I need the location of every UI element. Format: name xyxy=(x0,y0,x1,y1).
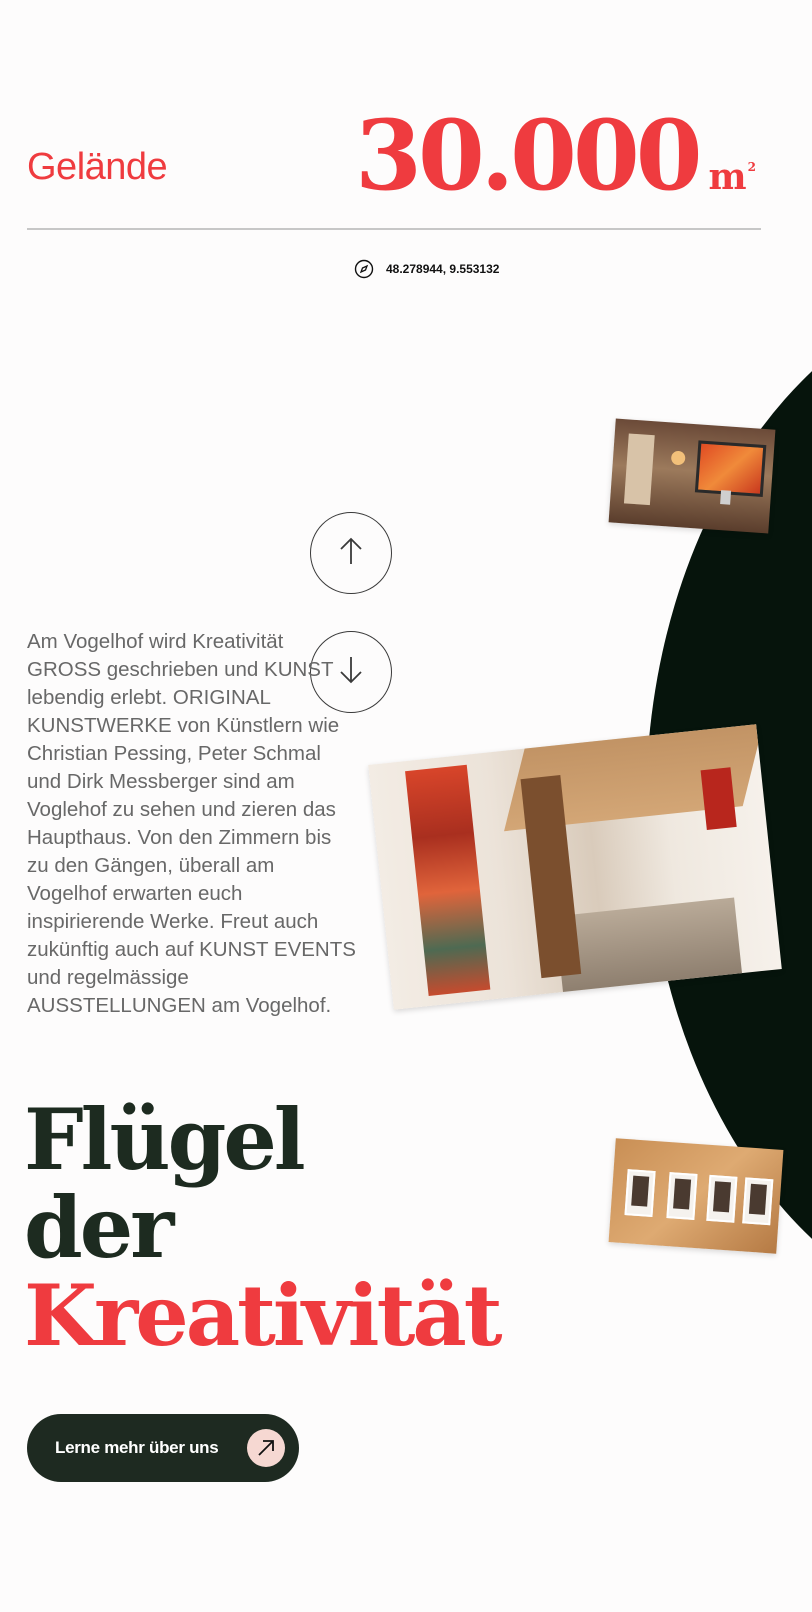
gallery-photo-portraits xyxy=(609,1138,784,1253)
photo-detail xyxy=(706,1175,737,1223)
photo-detail xyxy=(624,433,655,505)
body-text: Am Vogelhof wird Kreativität GROSS geschrieben und KUNST lebendig erlebt. ORIGINAL KUNSTWERKE von Künstlern wie Christian Pessing, Peter Schmal und Dirk Messberger sind am Voglehof zu sehen und zieren das Haupthaus. Von den Zimmern bis zu den Gängen, überall am Vogelhof erwarten euch inspirierende Werke. Freut auch zukünftig auch auf KUNST EVENTS und regelmässige AUSSTELLUNGEN am Vogelhof. xyxy=(27,630,356,1017)
learn-more-button[interactable] xyxy=(27,1414,299,1482)
photo-detail xyxy=(405,765,490,996)
divider xyxy=(27,228,761,230)
compass-icon xyxy=(354,259,374,279)
stat-unit xyxy=(709,156,756,198)
headline-line-3: Kreativität xyxy=(24,1266,500,1365)
stat-unit-text: m xyxy=(708,156,747,198)
photo-detail xyxy=(624,1169,655,1217)
photo-detail xyxy=(671,451,686,466)
photo-detail xyxy=(720,490,731,505)
learn-more-label: Lerne mehr über uns xyxy=(55,1438,219,1457)
gallery-photo-office xyxy=(609,419,776,534)
carousel-prev-button[interactable] xyxy=(310,512,392,594)
stat-unit-sup: 2 xyxy=(747,160,756,174)
photo-detail xyxy=(701,767,737,830)
stat-number: 30.000 xyxy=(355,99,699,212)
stat-value xyxy=(355,99,756,212)
arrow-up-right-icon xyxy=(247,1429,285,1467)
photo-detail xyxy=(742,1177,773,1225)
location-coordinates xyxy=(354,259,499,279)
gallery-photo-hallway xyxy=(368,724,782,1009)
headline-line-2: der xyxy=(24,1178,172,1277)
coordinates-text: 48.278944, 9.553132 xyxy=(386,262,500,276)
photo-detail xyxy=(695,440,766,497)
arrow-up-icon xyxy=(338,536,364,571)
stat-label: Gelände xyxy=(27,146,168,188)
headline xyxy=(24,1090,500,1365)
photo-detail xyxy=(666,1172,697,1220)
headline-line-1: Flügel xyxy=(24,1090,303,1189)
